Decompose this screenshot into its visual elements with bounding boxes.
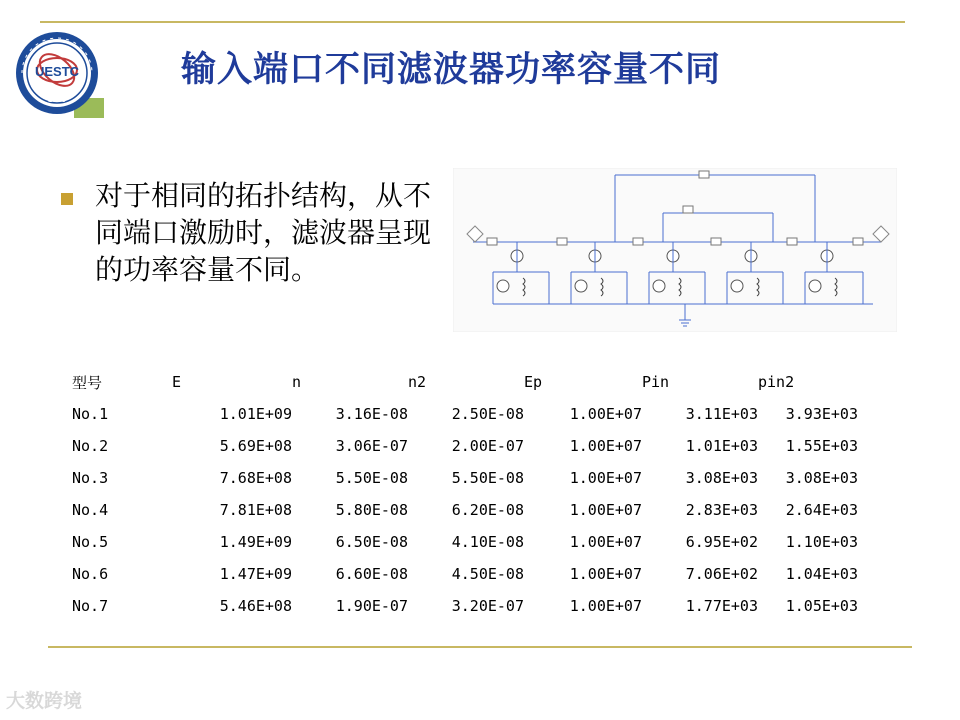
table-row <box>72 590 858 622</box>
column-header-n: n <box>292 373 302 391</box>
value-cell: 6.60E-08 <box>335 565 408 583</box>
value-cell: 5.50E-08 <box>451 469 524 487</box>
model-cell: No.5 <box>72 533 109 551</box>
model-cell: No.3 <box>72 469 109 487</box>
value-cell: 3.93E+03 <box>785 405 858 423</box>
column-header-pin2: pin2 <box>758 373 795 391</box>
value-cell: 2.50E-08 <box>451 405 524 423</box>
table-row <box>72 462 858 494</box>
value-cell: 1.00E+07 <box>569 437 642 455</box>
value-cell: 4.50E-08 <box>451 565 524 583</box>
value-cell: 1.00E+07 <box>569 405 642 423</box>
value-cell: 5.80E-08 <box>335 501 408 519</box>
value-cell: 1.00E+07 <box>569 501 642 519</box>
value-cell: 2.00E-07 <box>451 437 524 455</box>
column-header-model: 型号 <box>72 373 103 392</box>
value-cell: 3.11E+03 <box>685 405 758 423</box>
table-row <box>72 494 858 526</box>
model-cell: No.6 <box>72 565 109 583</box>
value-cell: 2.83E+03 <box>685 501 758 519</box>
value-cell: 6.95E+02 <box>685 533 758 551</box>
column-header-pin: Pin <box>642 373 670 391</box>
value-cell: 5.46E+08 <box>219 597 292 615</box>
value-cell: 1.90E-07 <box>335 597 408 615</box>
watermark: 大数跨境 <box>6 690 83 712</box>
university-logo <box>12 30 102 116</box>
value-cell: 1.01E+09 <box>219 405 292 423</box>
bottom-divider <box>48 646 912 648</box>
model-cell: No.2 <box>72 437 109 455</box>
bullet-marker <box>61 193 73 205</box>
column-header-n2: n2 <box>408 373 427 391</box>
model-cell: No.1 <box>72 405 109 423</box>
value-cell: 1.10E+03 <box>785 533 858 551</box>
power-capacity-table <box>72 366 858 622</box>
value-cell: 1.00E+07 <box>569 565 642 583</box>
table-row <box>72 398 858 430</box>
value-cell: 5.69E+08 <box>219 437 292 455</box>
logo-lettering: UESTC <box>34 64 80 79</box>
value-cell: 7.06E+02 <box>685 565 758 583</box>
value-cell: 1.04E+03 <box>785 565 858 583</box>
value-cell: 1.00E+07 <box>569 469 642 487</box>
value-cell: 1.01E+03 <box>685 437 758 455</box>
value-cell: 1.00E+07 <box>569 533 642 551</box>
model-cell: No.7 <box>72 597 109 615</box>
value-cell: 1.05E+03 <box>785 597 858 615</box>
value-cell: 5.50E-08 <box>335 469 408 487</box>
value-cell: 1.00E+07 <box>569 597 642 615</box>
value-cell: 2.64E+03 <box>785 501 858 519</box>
filter-circuit-schematic <box>453 168 897 332</box>
table-row <box>72 558 858 590</box>
value-cell: 1.77E+03 <box>685 597 758 615</box>
value-cell: 3.16E-08 <box>335 405 408 423</box>
value-cell: 6.50E-08 <box>335 533 408 551</box>
value-cell: 4.10E-08 <box>451 533 524 551</box>
value-cell: 1.47E+09 <box>219 565 292 583</box>
value-cell: 6.20E-08 <box>451 501 524 519</box>
component-block <box>683 206 693 213</box>
table-row <box>72 526 858 558</box>
value-cell: 3.08E+03 <box>785 469 858 487</box>
model-cell: No.4 <box>72 501 109 519</box>
value-cell: 3.08E+03 <box>685 469 758 487</box>
value-cell: 7.81E+08 <box>219 501 292 519</box>
column-header-ep: Ep <box>524 373 543 391</box>
top-divider <box>40 21 905 23</box>
slide-title: 输入端口不同滤波器功率容量不同 <box>181 50 722 90</box>
value-cell: 7.68E+08 <box>219 469 292 487</box>
column-header-e: E <box>172 373 182 391</box>
logo-year: 1956 <box>48 95 66 104</box>
table-header-row <box>72 366 858 398</box>
value-cell: 1.49E+09 <box>219 533 292 551</box>
value-cell: 1.55E+03 <box>785 437 858 455</box>
value-cell: 3.06E-07 <box>335 437 408 455</box>
value-cell: 3.20E-07 <box>451 597 524 615</box>
component-block <box>699 171 709 178</box>
table-row <box>72 430 858 462</box>
bullet-text: 对于相同的拓扑结构，从不同端口激励时，滤波器呈现的功率容量不同。 <box>95 179 432 286</box>
